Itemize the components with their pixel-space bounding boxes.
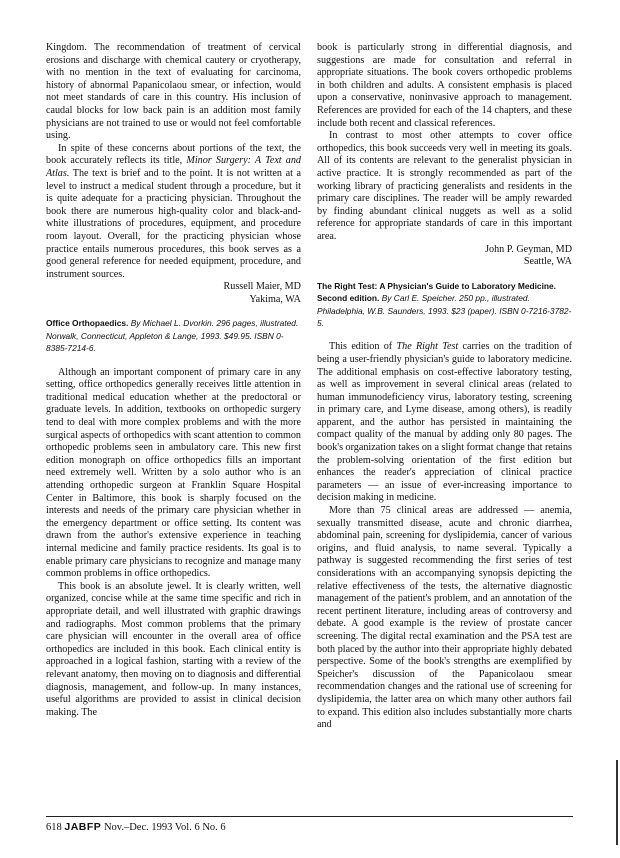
paragraph: Kingdom. The recommendation of treatment of cervical erosions and discharge with chemical cautery or cryotherapy, with no mention in the text of evaluating for carcinoma, history of abnormal Papanicolaou smear, or infection, would not meet standards of care in this country. His inclusion of caudal blocks for low back pain is an addition most family physicians are not trained to use or would not feel comfortable using. bbox=[46, 42, 301, 142]
paragraph bbox=[46, 143, 301, 282]
paragraph: Although an important component of primary care in any setting, office orthopedics generally receives little attention in traditional medical education whether at the predoctoral or graduate levels. In addition, textbooks on orthopedic surgery tend to deal with more complex problems and with the more surgical aspects of orthopedics with scant attention to common orthopedic problems seen in ambulatory care. This new first edition monograph on office orthopedics fills an important need extremely well. Written by a solo author who is an attending orthopedic surgeon at Franklin Square Hospital Center in Baltimore, this book is sharply focused on the interests and needs of the primary care physician whether in the emergency department or office setting. Its content was drawn from the author's extensive experience in teaching internal medicine and family practice residents. Its goal is to enable primary care physicians to recognize and manage many common problems in office orthopedics. bbox=[46, 366, 301, 580]
paragraph-text: carries on the tradition of being a user-friendly physician's guide to laboratory medicine. The additional emphasis on cost-effective laboratory testing, as well as improvement in several clinical areas (related to human immunodeficiency virus, laboratory testing, screening in primary care, and Lyme disease, among others), is readily apparent, and the author has persisted in maintaining the compact quality of the manual by adding only 80 pages. The book's organization takes on a slight format change that retains the problem-solving orientation of the first edition but enhances the reader's appreciation of clinical practice parameters — an issue of ever-increasing importance to decision making in medicine. bbox=[317, 341, 572, 504]
reviewer-location: Yakima, WA bbox=[249, 293, 301, 305]
book-title-inline: The Right Test bbox=[396, 341, 459, 353]
paragraph-text: The text is brief and to the point. It is not written at a level to instruct a medical student through a procedure, but it is quite adequate for a practicing physician. Throughout the book there are numerous high-quality color and black-and-white illustrations of procedures, equipment, and procedure room layout. Overall, for the practicing physician whose practice entails numerous procedures, this book serves as a good general reference for needed equipment, procedure, and instrument sources. bbox=[46, 167, 301, 280]
reviewer-name: John P. Geyman, MD bbox=[485, 243, 572, 255]
book-metadata: By Carl E. Speicher. 250 pp., illustrated. Philadelphia, W.B. Saunders, 1993. $23 (paper). ISBN 0-7216-3782-5. bbox=[317, 293, 572, 328]
reviewer-name: Russell Maier, MD bbox=[223, 281, 301, 293]
reviewer-signature bbox=[317, 244, 572, 269]
page-footer bbox=[46, 816, 573, 834]
paragraph: In contrast to most other attempts to cover office orthopedics, this book succeeds very well in meeting its goals. All of its contents are relevant to the generalist physician in active practice. It is strongly recommended as part of the working library of practicing generalists and residents in the primary care disciplines. The reader will be amply rewarded by finding abundant clinical nuggets as well as a solid reference for appropriate standards of care in this important area. bbox=[317, 130, 572, 242]
reviewer-signature bbox=[46, 281, 301, 306]
scan-edge-mark bbox=[616, 760, 618, 845]
paragraph: More than 75 clinical areas are addressed — anemia, sexually transmitted disease, acute and chronic diarrhea, abdominal pain, screening for dyslipidemia, cancer of various origins, and fluid analysis, to name several. Typically a pathway is suggested recommending the first series of test considerations with an accompanying synopsis depicting the relative effectiveness of the tests, the alternative diagnostic management of the patient's problem, and an annotation of the recent pertinent literature, including areas of controversy and debate. A good example is the review of prostate cancer screening. The digital rectal examination and the PSA test are both placed by the author into their appropriate highly debated perspective. Some of the book's strengths are exemplified by Speicher's discussion of the Papanicolaou smear recommendation changes and the rational use of screening for dyslipidemia, the latter area on which many other authors fail to expand. This edition also includes substantially more charts and bbox=[317, 505, 572, 731]
paragraph-text: In spite of these concerns about portions of the text, the book accurately reflects its title, bbox=[46, 142, 301, 167]
issue-info: Nov.–Dec. 1993 Vol. 6 No. 6 bbox=[103, 822, 226, 833]
book-metadata: By Michael L. Dvorkin. 296 pages, illustrated. Norwalk, Connecticut, Appleton & Lange, 1993. $49.95. ISBN 0-8385-7214-6. bbox=[46, 318, 299, 354]
page-number: 618 bbox=[46, 822, 62, 833]
review-heading bbox=[46, 317, 301, 354]
reviewer-location: Seattle, WA bbox=[523, 256, 572, 268]
book-title: Office Orthopaedics. bbox=[46, 318, 129, 329]
book-title-inline: Minor Surgery: A Text and Atlas. bbox=[46, 155, 301, 179]
journal-name: JABFP bbox=[64, 821, 102, 833]
paragraph: book is particularly strong in differential diagnosis, and suggestions are made for consultation and referral in appropriate situations. The book covers orthopedic problems in both children and adults. A consistent emphasis is placed upon a conservative, noninvasive approach to management. References are provided for each of the 14 chapters, and these include both recent and classical references. bbox=[317, 42, 572, 129]
book-title: The Right Test: A Physician's Guide to Laboratory Medicine. Second edition. bbox=[317, 280, 557, 304]
paragraph: This book is an absolute jewel. It is clearly written, well organized, concise while at the same time specific and rich in appropriate detail, and well illustrated with graphic drawings and radiographs. Most common problems that the primary care physician will encounter in the overall area of office orthopedics are included in this book. Each clinical entity is approached in a logical fashion, starting with a review of the relevant anatomy, then moving on to diagnosis and differential diagnosis, management, and follow-up. In many instances, useful algorithms are provided to assist in clinical decision making. The bbox=[46, 580, 301, 718]
paragraph-text: This edition of bbox=[329, 341, 397, 353]
right-column bbox=[317, 42, 572, 732]
left-column bbox=[46, 42, 301, 719]
paragraph bbox=[317, 341, 572, 505]
review-heading bbox=[317, 280, 572, 330]
